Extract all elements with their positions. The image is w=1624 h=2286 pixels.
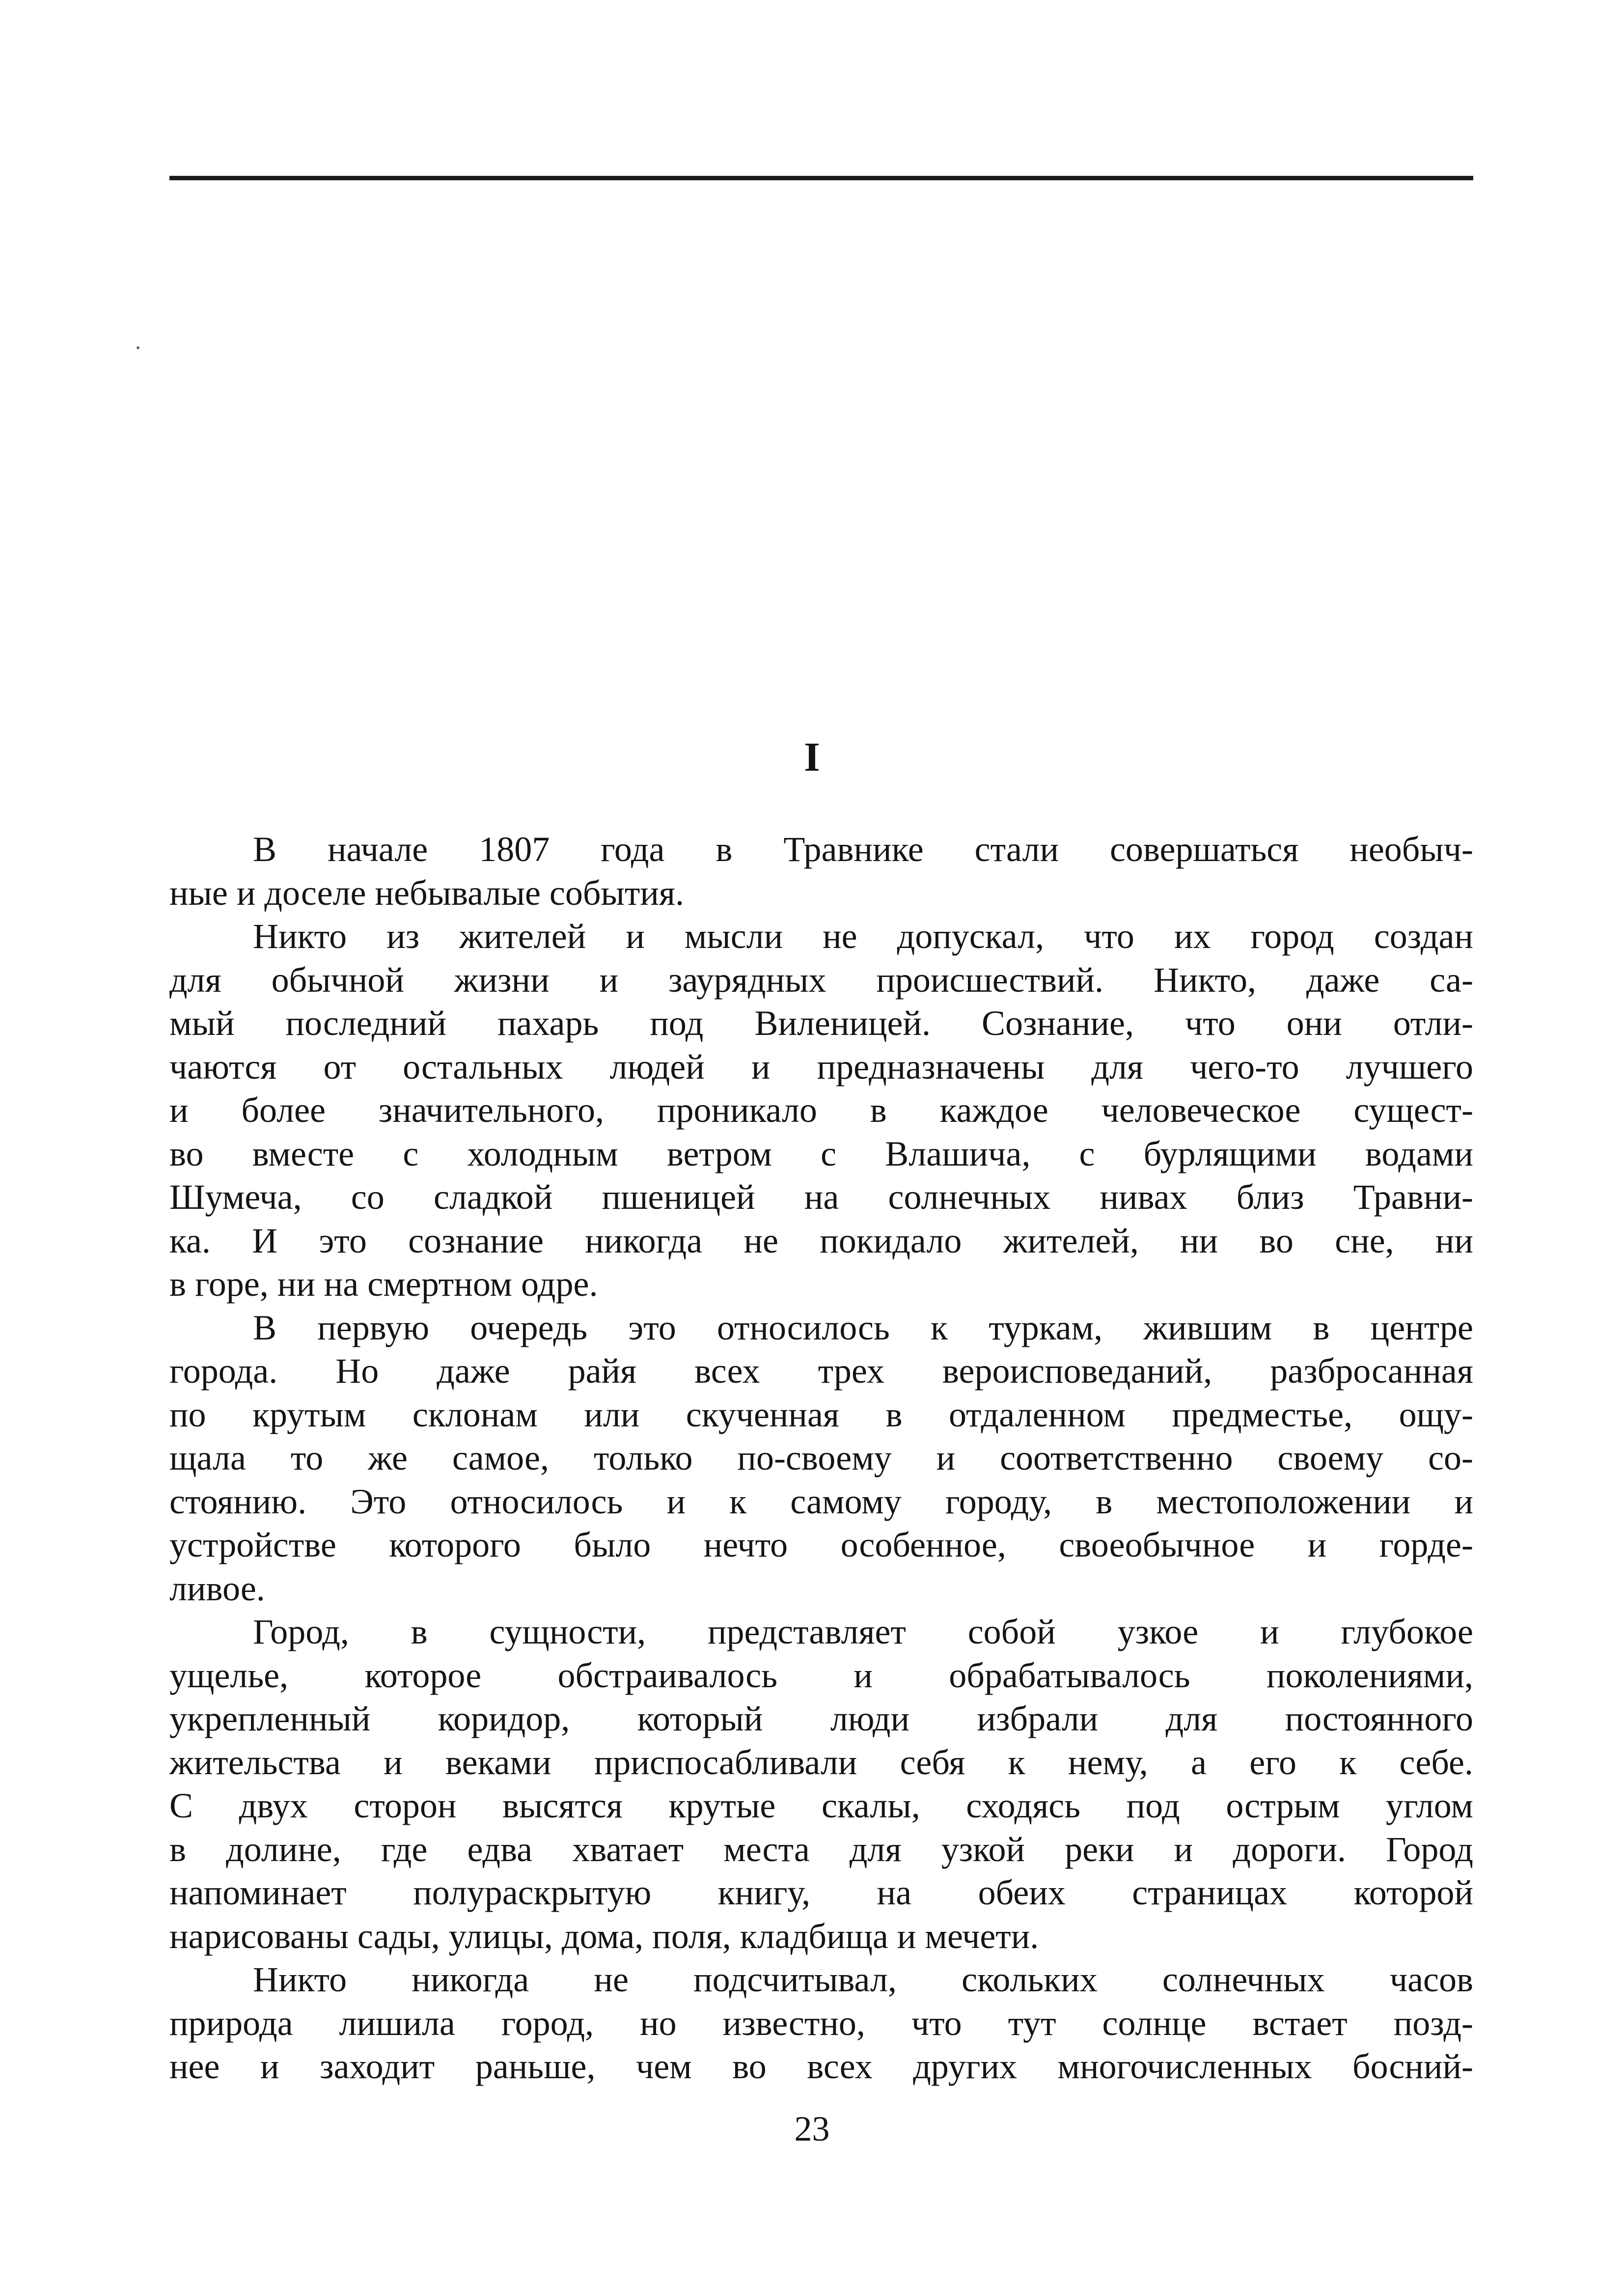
text-line: устройстве которого было нечто особенное, своеобычное и горде-: [169, 1525, 1473, 1564]
chapter-number: I: [804, 734, 820, 780]
text-line: Никто из жителей и мысли не допускал, что их город создан: [253, 917, 1473, 956]
paragraph-4: [169, 1610, 1473, 1958]
text-line: С двух сторон высятся крутые скалы, сходясь под острым углом: [169, 1786, 1473, 1825]
page-number: 23: [794, 2109, 830, 2148]
text-line: стоянию. Это относилось и к самому городу, в местоположении и: [169, 1481, 1473, 1521]
text-line: ка. И это сознание никогда не покидало жителей, ни во сне, ни: [169, 1221, 1473, 1260]
text-line: ные и доселе небывалые события.: [169, 873, 684, 913]
text-line: города. Но даже райя всех трех вероисповеданий, разбросанная: [169, 1351, 1473, 1391]
text-line: В начале 1807 года в Травнике стали совершаться необыч-: [253, 830, 1473, 869]
text-line: в горе, ни на смертном одре.: [169, 1264, 598, 1304]
text-line: жительства и веками приспосабливали себя к нему, а его к себе.: [169, 1742, 1473, 1782]
text-line: мый последний пахарь под Виленицей. Сознание, что они отли-: [169, 1004, 1473, 1043]
paragraph-5: [169, 1958, 1473, 2089]
text-line: ущелье, которое обстраивалось и обрабатывалось поколениями,: [169, 1655, 1473, 1695]
text-line: Шумеча, со сладкой пшеницей на солнечных нивах близ Травни-: [169, 1177, 1473, 1217]
text-line: Никто никогда не подсчитывал, скольких солнечных часов: [253, 1960, 1473, 1999]
text-line: нее и заходит раньше, чем во всех других многочисленных босний-: [169, 2047, 1473, 2086]
stray-dot: [137, 346, 139, 349]
text-line: по крутым склонам или скученная в отдаленном предместье, ощу-: [169, 1394, 1473, 1434]
text-line: для обычной жизни и заурядных происшествий. Никто, даже са-: [169, 960, 1473, 1000]
paragraph-2: [169, 915, 1473, 1306]
paragraph-3: [169, 1306, 1473, 1611]
text-line: напоминает полураскрытую книгу, на обеих страницах которой: [169, 1873, 1473, 1912]
text-line: Город, в сущности, представляет собой узкое и глубокое: [253, 1612, 1473, 1651]
top-rule: [169, 176, 1473, 180]
text-line: и более значительного, проникало в каждое человеческое сущест-: [169, 1090, 1473, 1130]
body-text: [169, 828, 1473, 2089]
text-line: в долине, где едва хватает места для узкой реки и дороги. Город: [169, 1829, 1473, 1869]
text-line: ливое.: [169, 1568, 265, 1608]
text-line: укрепленный коридор, который люди избрали для постоянного: [169, 1699, 1473, 1738]
text-line: во вместе с холодным ветром с Влашича, с бурлящими водами: [169, 1134, 1473, 1173]
text-line: природа лишила город, но известно, что тут солнце встает позд-: [169, 2003, 1473, 2043]
paragraph-1: [169, 828, 1473, 915]
text-line: чаются от остальных людей и предназначены для чего-то лучшего: [169, 1047, 1473, 1087]
text-line: нарисованы сады, улицы, дома, поля, кладбища и мечети.: [169, 1916, 1039, 1956]
text-line: щала то же самое, только по-своему и соответственно своему со-: [169, 1438, 1473, 1478]
text-line: В первую очередь это относилось к туркам, жившим в центре: [253, 1308, 1473, 1347]
